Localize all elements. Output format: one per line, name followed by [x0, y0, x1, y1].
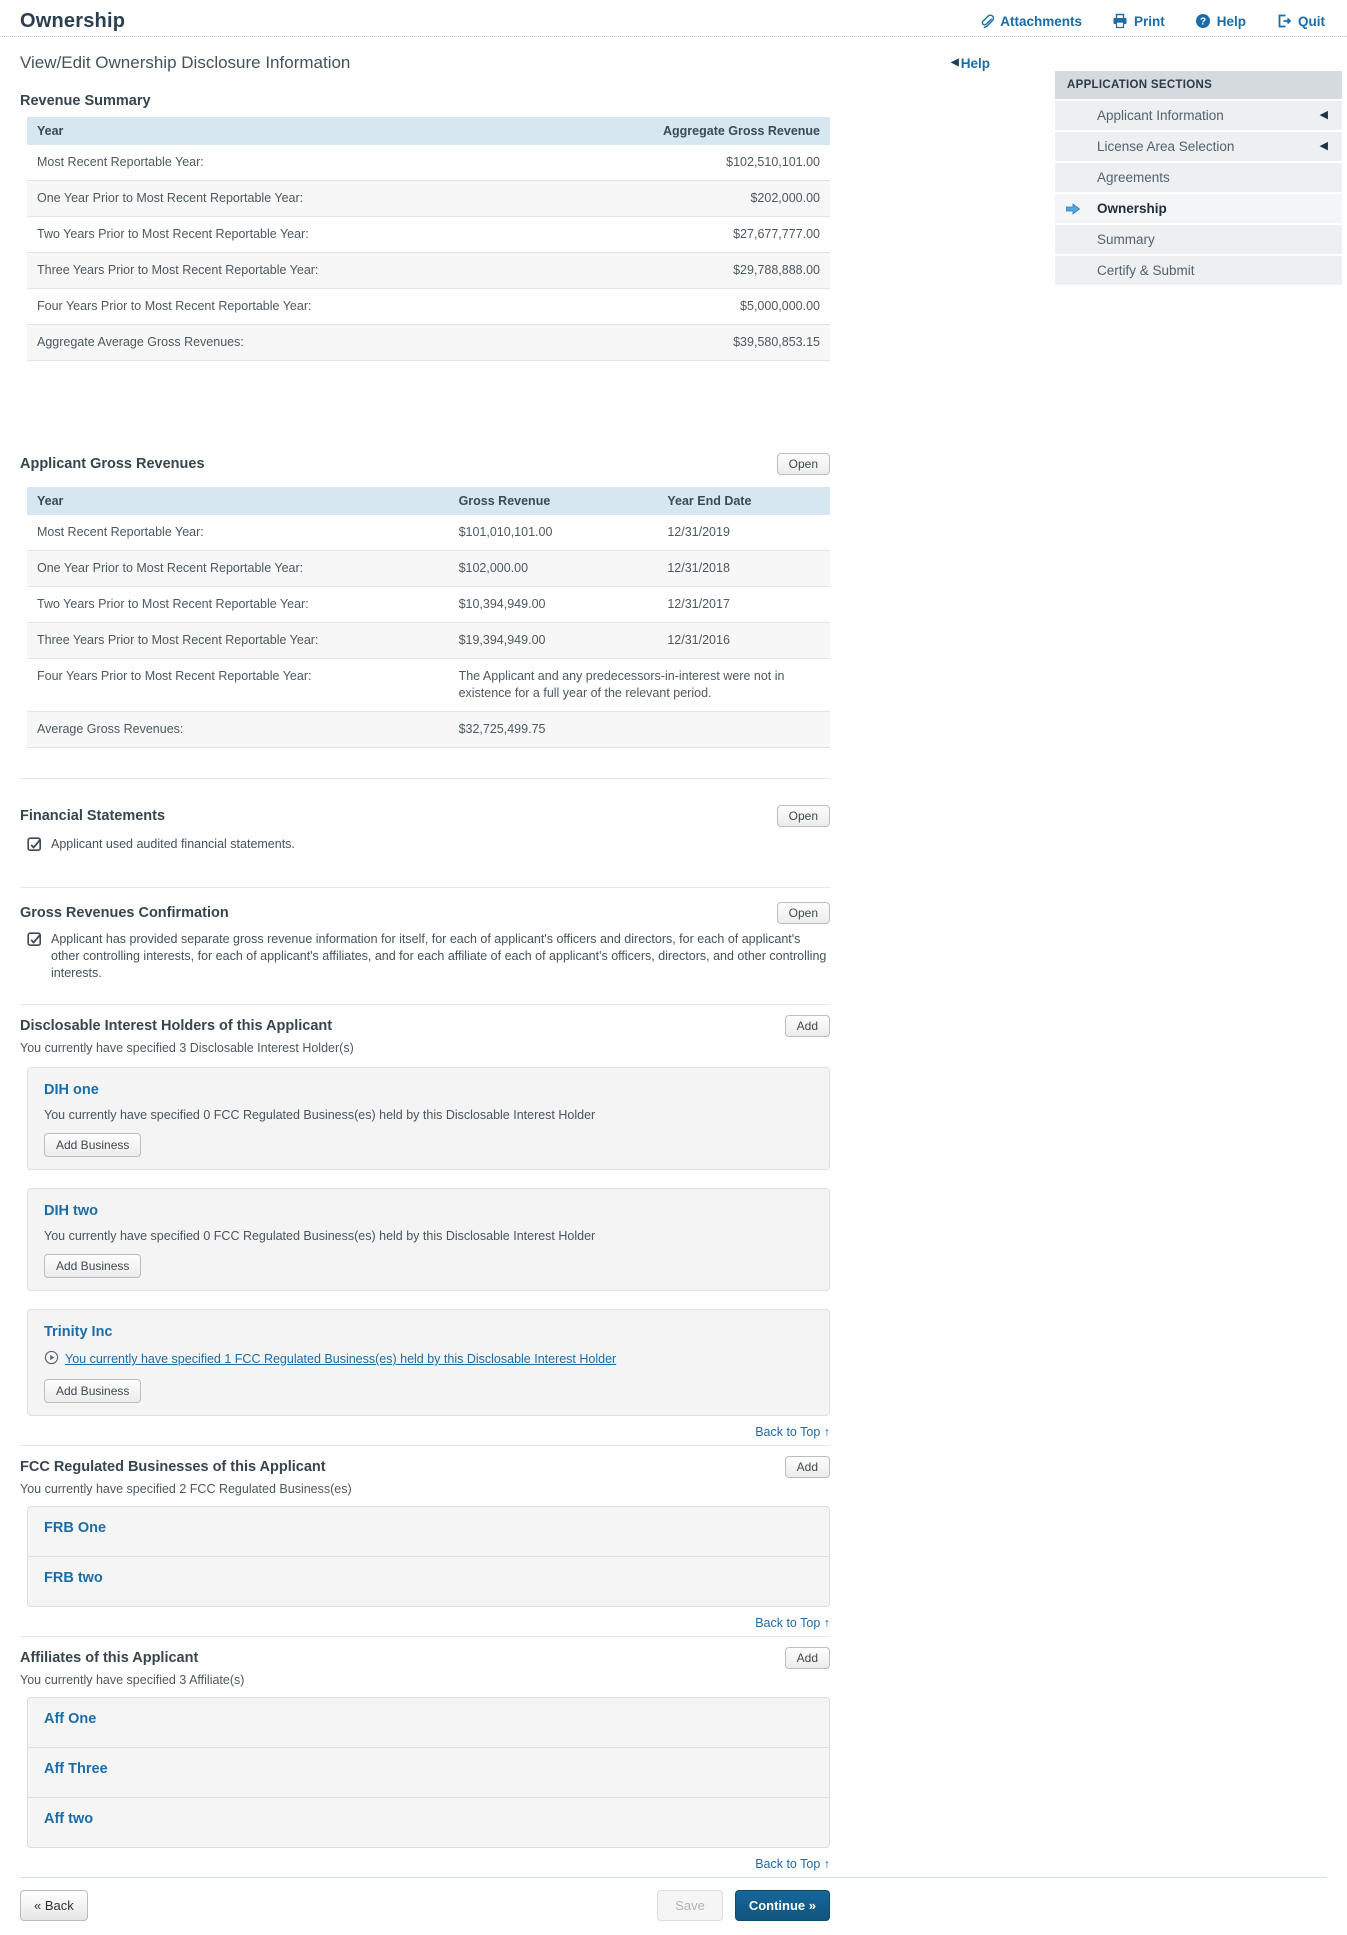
table-row: Two Years Prior to Most Recent Reportable Year: $27,677,777.00	[27, 217, 830, 253]
list-item	[28, 1557, 829, 1606]
help-link-top[interactable]: ? Help	[1195, 13, 1246, 29]
footer-divider	[20, 1877, 1327, 1878]
gross-revenues-confirmation-statement: Applicant has provided separate gross revenue information for itself, for each of applicant's officers and directors, for each of applicant's other controlling interests, for each of applicant's affiliates, and for each affiliate of each of applicant's officers, directors, and other controlling interests.	[27, 931, 827, 982]
financial-statements-statement: Applicant used audited financial statements.	[27, 836, 827, 857]
list-item	[28, 1698, 829, 1748]
affiliate-list	[27, 1697, 830, 1848]
collapsed-submenu-icon: ◀	[1319, 140, 1328, 152]
list-item	[28, 1798, 829, 1847]
affiliate-name-link[interactable]: Aff two	[44, 1811, 94, 1827]
table-row: Two Years Prior to Most Recent Reportable Year: $10,394,949.00 12/31/2017	[27, 587, 830, 623]
dih-name-link[interactable]: DIH one	[44, 1082, 99, 1098]
disclosable-interest-holders-title: Disclosable Interest Holders of this Applicant	[20, 1018, 333, 1034]
open-applicant-gross-revenues-button[interactable]: Open	[777, 453, 830, 475]
top-header	[0, 0, 1347, 37]
page-subtitle: View/Edit Ownership Disclosure Information	[20, 53, 351, 72]
current-section-arrow-icon	[1065, 202, 1081, 219]
table-row: Average Gross Revenues: $32,725,499.75	[27, 712, 830, 748]
column-header-aggregate-gross-revenue: Aggregate Gross Revenue	[533, 117, 830, 145]
revenue-summary-title: Revenue Summary	[20, 93, 151, 109]
sidebar-item-agreements[interactable]: Agreements	[1055, 163, 1342, 192]
dih-card	[27, 1309, 830, 1416]
collapsed-submenu-icon: ◀	[1319, 109, 1328, 121]
top-links	[978, 13, 1325, 29]
affiliates-title: Affiliates of this Applicant	[20, 1650, 199, 1666]
dih-name-link[interactable]: DIH two	[44, 1203, 98, 1219]
quit-link[interactable]: Quit	[1276, 13, 1325, 29]
checked-checkbox-icon	[27, 931, 42, 982]
back-to-top-link[interactable]: Back to Top ↑	[755, 1857, 830, 1871]
frb-name-link[interactable]: FRB One	[44, 1520, 107, 1536]
dih-card	[27, 1067, 830, 1170]
add-business-button[interactable]: Add Business	[44, 1133, 141, 1157]
table-row: Four Years Prior to Most Recent Reportable Year: The Applicant and any predecessors-in-interest were not in existence for a full year of the relevant period.	[27, 659, 830, 712]
dih-detail-text: You currently have specified 0 FCC Regulated Business(es) held by this Disclosable Interest Holder	[44, 1229, 596, 1243]
table-row: Most Recent Reportable Year: $102,510,101.00	[27, 145, 830, 181]
table-row: Three Years Prior to Most Recent Reportable Year: $19,394,949.00 12/31/2016	[27, 623, 830, 659]
table-row: Aggregate Average Gross Revenues: $39,580,853.15	[27, 325, 830, 361]
affiliate-count-text: You currently have specified 3 Affiliate(s)	[20, 1673, 245, 1687]
footer-actions	[20, 1890, 830, 1935]
sidebar-item-certify-submit[interactable]: Certify & Submit	[1055, 256, 1342, 285]
add-affiliate-button[interactable]: Add	[785, 1647, 830, 1669]
checked-checkbox-icon	[27, 836, 42, 857]
attachments-link[interactable]: Attachments	[978, 13, 1082, 29]
section-divider	[20, 1004, 830, 1005]
financial-statements-title: Financial Statements	[20, 808, 166, 824]
expand-play-icon	[44, 1350, 59, 1368]
section-help-link[interactable]: ◀ Help	[951, 55, 990, 71]
column-header-year: Year	[27, 487, 449, 515]
table-row: Three Years Prior to Most Recent Reportable Year: $29,788,888.00	[27, 253, 830, 289]
affiliate-name-link[interactable]: Aff Three	[44, 1761, 108, 1777]
add-business-button[interactable]: Add Business	[44, 1254, 141, 1278]
section-divider	[20, 1636, 830, 1637]
section-divider	[20, 778, 830, 779]
sidebar-item-ownership[interactable]: Ownership	[1055, 194, 1342, 223]
sidebar-title: APPLICATION SECTIONS	[1055, 71, 1342, 99]
paperclip-icon	[978, 13, 994, 29]
open-financial-statements-button[interactable]: Open	[777, 805, 830, 827]
dih-detail-text: You currently have specified 0 FCC Regulated Business(es) held by this Disclosable Interest Holder	[44, 1108, 596, 1122]
add-disclosable-interest-holder-button[interactable]: Add	[785, 1015, 830, 1037]
applicant-gross-revenues-table	[27, 487, 830, 748]
list-item	[28, 1507, 829, 1557]
continue-button[interactable]: Continue »	[735, 1890, 830, 1921]
column-header-year-end-date: Year End Date	[657, 487, 830, 515]
question-circle-icon	[1195, 13, 1211, 29]
sidebar-item-license-area-selection[interactable]: License Area Selection ◀	[1055, 132, 1342, 161]
section-divider	[20, 887, 830, 888]
left-triangle-icon: ◀	[951, 57, 959, 68]
back-button[interactable]: « Back	[20, 1890, 88, 1921]
affiliate-name-link[interactable]: Aff One	[44, 1711, 97, 1727]
revenue-summary-table	[27, 117, 830, 361]
column-header-gross-revenue: Gross Revenue	[449, 487, 658, 515]
table-row: Four Years Prior to Most Recent Reportable Year: $5,000,000.00	[27, 289, 830, 325]
page-title: Ownership	[20, 10, 126, 32]
back-to-top-link[interactable]: Back to Top ↑	[755, 1616, 830, 1630]
frb-name-link[interactable]: FRB two	[44, 1570, 103, 1586]
list-item	[28, 1748, 829, 1798]
applicant-gross-revenues-title: Applicant Gross Revenues	[20, 456, 205, 472]
dih-businesses-link[interactable]: You currently have specified 1 FCC Regulated Business(es) held by this Disclosable Interest Holder	[65, 1352, 617, 1366]
svg-text:?: ?	[1199, 16, 1206, 28]
add-fcc-regulated-business-button[interactable]: Add	[785, 1456, 830, 1478]
table-row: One Year Prior to Most Recent Reportable Year: $102,000.00 12/31/2018	[27, 551, 830, 587]
section-divider	[20, 1445, 830, 1446]
table-row: One Year Prior to Most Recent Reportable Year: $202,000.00	[27, 181, 830, 217]
dih-card	[27, 1188, 830, 1291]
sidebar-item-applicant-information[interactable]: Applicant Information ◀	[1055, 101, 1342, 130]
back-to-top-link[interactable]: Back to Top ↑	[755, 1425, 830, 1439]
fcc-regulated-businesses-title: FCC Regulated Businesses of this Applicant	[20, 1459, 326, 1475]
save-button[interactable]: Save	[657, 1890, 723, 1921]
dih-count-text: You currently have specified 3 Disclosable Interest Holder(s)	[20, 1041, 354, 1055]
application-sections-sidebar	[1055, 71, 1342, 285]
quit-icon	[1276, 13, 1292, 29]
open-gross-revenues-confirmation-button[interactable]: Open	[777, 902, 830, 924]
column-header-year: Year	[27, 117, 533, 145]
table-row: Most Recent Reportable Year: $101,010,101.00 12/31/2019	[27, 515, 830, 551]
sidebar-item-summary[interactable]: Summary	[1055, 225, 1342, 254]
printer-icon	[1112, 13, 1128, 29]
frb-count-text: You currently have specified 2 FCC Regulated Business(es)	[20, 1482, 352, 1496]
gross-revenues-confirmation-title: Gross Revenues Confirmation	[20, 905, 229, 921]
add-business-button[interactable]: Add Business	[44, 1379, 141, 1403]
frb-list	[27, 1506, 830, 1607]
dih-name-link[interactable]: Trinity Inc	[44, 1324, 113, 1340]
print-link[interactable]: Print	[1112, 13, 1165, 29]
